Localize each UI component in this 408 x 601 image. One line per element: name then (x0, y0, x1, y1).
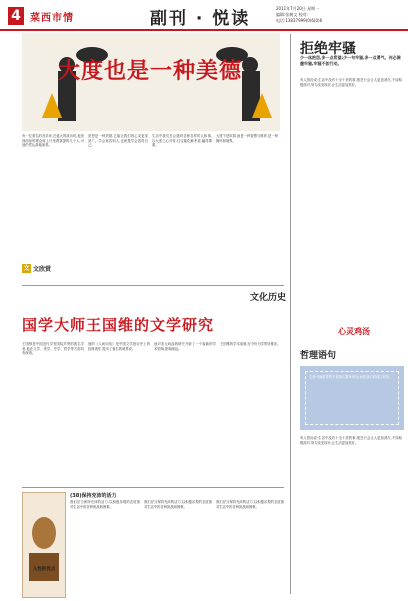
article1-col4: 大度不是软弱,而是一种智慧与修养,是一种胸怀和境界。 (216, 134, 278, 143)
article2-col1: 王国维是中国近代享有国际声誉的著名学者,他在文学、美学、史学、哲学等方面均有深诣。 (22, 342, 84, 356)
column-label: 心灵鸡汤 (338, 326, 370, 336)
article2-col2: 他的《人间词话》是中国文学批评史上的经典著作,提出了著名的境界说。 (88, 342, 150, 351)
book-section-heading: (38)保持充沛的活力 (70, 493, 117, 499)
book-divider (22, 487, 284, 488)
header-meta (276, 6, 404, 24)
right-bottom-body: 有人曾经说:生活中没有十全十美的事,抱怨只会让人更加消沉,不如积极面对,努力改变现状,让生活更加美好。 (300, 436, 402, 445)
section-name: 菜西市情 (30, 13, 74, 24)
right-body: 有人曾经说:生活中没有十全十美的事,抱怨只会让人更加消沉,不如积极面对,努力改变现状,让生活更加美好。 (300, 78, 402, 87)
quote-text: 生命中最重要的不是我们置身何处,而是我们将前往何处。 (305, 371, 399, 425)
editor-line: 编辑:张树文 校对: (276, 12, 308, 17)
article2-title: 国学大师王国维的文学研究 (22, 316, 215, 334)
book-cover (22, 492, 66, 598)
book-title: 人性的优点 (32, 567, 56, 572)
date-line: 2011年7月20日 星期一 (276, 6, 320, 11)
column-divider (290, 34, 291, 594)
book-col3: 我们应当保持充沛的活力,以积极乐观的态度面对生活中的各种挑战和困难。 (216, 500, 284, 509)
article2-col4: 王国维的学术成就,至今仍为学界所推崇。 (220, 342, 281, 346)
article2-section-label: 文化历史 (250, 293, 287, 303)
article1-col2: 宽恕是一种美德,它能让我们的心灵更加宽广。学会宽容别人,也就是学会善待自己。 (88, 134, 148, 148)
article1-col1: 有一位著名的音乐家,在盛大的演出时,他发现面前的观众席上只坐着寥寥的几个人,可他仍然认真地演奏。 (22, 134, 84, 148)
book-author: DALE CARNEGIE (31, 574, 57, 578)
header-rule (0, 29, 408, 31)
article1-title: 大度也是一种美德 (58, 59, 243, 84)
section-divider (22, 285, 284, 286)
page-header (0, 0, 408, 32)
article1-byline (22, 263, 51, 273)
phone-line: 电话:13837999(0)6(0)6 (276, 18, 323, 23)
masthead: 副刊 · 悦读 (150, 9, 251, 29)
quote-heading: 哲理语句 (300, 351, 337, 361)
article2-col3: 他对宋元戏曲的研究开辟了一个崭新的学术领域,影响深远。 (154, 342, 216, 351)
book-col2: 我们应当保持充沛的活力,以积极乐观的态度面对生活中的各种挑战和困难。 (144, 500, 212, 509)
book-col1: 我们应当保持充沛的活力,以积极乐观的态度面对生活中的各种挑战和困难。 (70, 500, 140, 509)
right-subtitle: 少一丝抱怨,多一点希望;少一句牢骚,多一点勇气。何必满腹牢骚,牢骚不如行动。 (300, 55, 401, 66)
byline-badge: 文 (23, 264, 30, 272)
page-number: 4 (8, 7, 24, 25)
right-title: 拒绝牢骚 (300, 41, 356, 57)
article1-col3: 生活中我们总会遇到各种各样的人和事,以大度之心对待,往往能化解矛盾,赢得尊重。 (152, 134, 212, 148)
byline-text: 文欣赏 (33, 265, 52, 273)
